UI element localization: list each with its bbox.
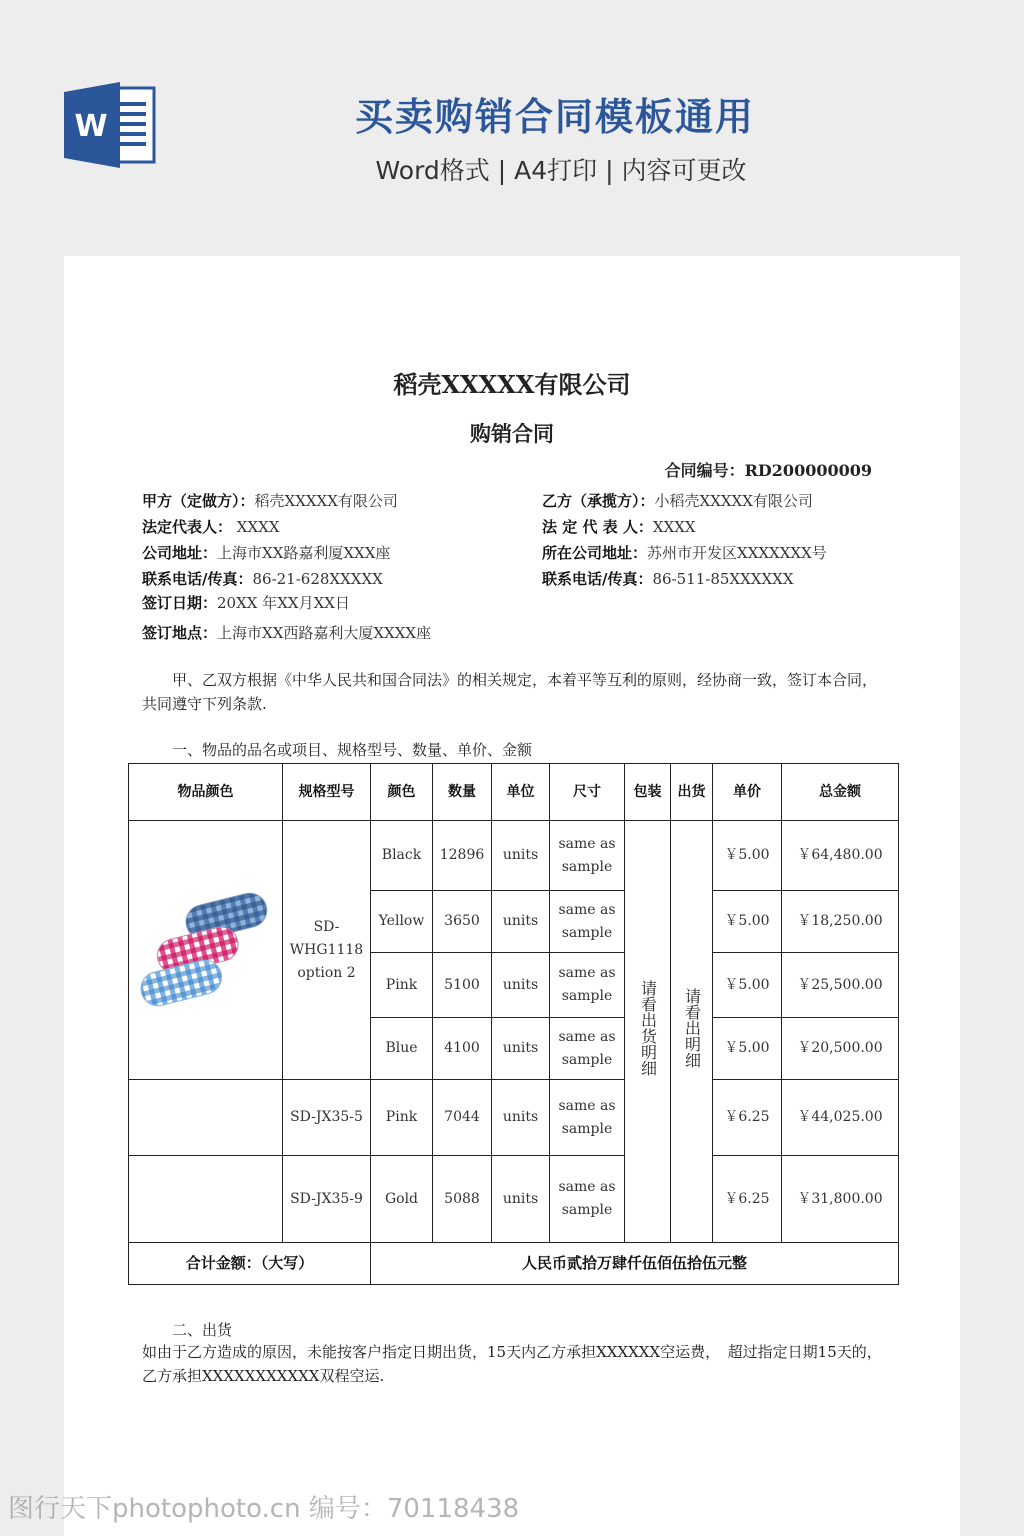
signing-date <box>142 592 350 614</box>
cell-unit-price: ￥6.25 <box>713 1156 782 1243</box>
signing-date-label: 签订日期： <box>142 594 218 612</box>
cell-quantity: 4100 <box>433 1018 492 1080</box>
party-a-name-value: 稻壳XXXXX有限公司 <box>254 492 398 510</box>
banner-subtitle: Word格式 | A4打印 | 内容可更改 <box>375 156 747 185</box>
cell-unit: units <box>492 821 550 891</box>
header-unit-price: 单价 <box>713 764 782 821</box>
party-b-address-value: 苏州市开发区XXXXXXX号 <box>647 544 827 562</box>
contract-number-label: 合同编号： <box>664 461 745 480</box>
cell-model: SD-JX35-9 <box>283 1156 371 1243</box>
party-b-name <box>542 490 813 512</box>
cell-unit: units <box>492 1156 550 1243</box>
signing-place <box>142 622 431 644</box>
packing-note: 请看出货明细 <box>638 979 658 1076</box>
header-color: 颜色 <box>371 764 433 821</box>
company-name: 稻壳XXXXX有限公司 <box>393 370 631 399</box>
cell-color: Pink <box>371 1080 433 1156</box>
party-b-name-label: 乙方（承揽方）： <box>542 492 655 510</box>
party-b-phone <box>542 568 794 590</box>
cell-total: ￥31,800.00 <box>782 1156 899 1243</box>
banner-title: 买卖购销合同模板通用 <box>354 95 755 139</box>
table-row <box>129 821 899 891</box>
cell-size: same as sample <box>550 1018 625 1080</box>
document-page <box>64 256 960 1536</box>
section-2-heading: 二、出货 <box>172 1321 233 1339</box>
contract-number-value: RD200000009 <box>744 461 872 480</box>
empty-image-cell <box>129 1080 283 1156</box>
empty-image-cell <box>129 1156 283 1243</box>
order-table <box>128 763 899 1285</box>
party-b-address <box>542 542 827 564</box>
model-line-1: SD-WHG1118 <box>289 918 364 958</box>
contract-number <box>665 458 872 484</box>
cell-unit-price: ￥5.00 <box>713 821 782 891</box>
header-total: 总金额 <box>782 764 899 821</box>
model-cell-group-1 <box>283 821 371 1080</box>
cell-size: same as sample <box>550 891 625 953</box>
cell-total: ￥44,025.00 <box>782 1080 899 1156</box>
total-value: 人民币贰拾万肆仟伍佰伍拾伍元整 <box>371 1243 899 1285</box>
cell-unit: units <box>492 891 550 953</box>
party-a-phone-label: 联系电话/传真： <box>142 570 253 588</box>
table-row <box>129 1156 899 1243</box>
cell-total: ￥18,250.00 <box>782 891 899 953</box>
party-a-name <box>142 490 398 512</box>
header-quantity: 数量 <box>433 764 492 821</box>
table-row <box>129 1080 899 1156</box>
cell-unit-price: ￥5.00 <box>713 1018 782 1080</box>
party-b-phone-label: 联系电话/传真： <box>542 570 653 588</box>
party-b-phone-value: 86-511-85XXXXXX <box>652 570 794 588</box>
party-a-phone-value: 86-21-628XXXXX <box>252 570 383 588</box>
cell-total: ￥64,480.00 <box>782 821 899 891</box>
cell-size: same as sample <box>550 953 625 1018</box>
header-shipping: 出货 <box>671 764 713 821</box>
signing-place-label: 签订地点： <box>142 624 218 642</box>
signing-place-value: 上海市XX西路嘉利大厦XXXX座 <box>217 624 432 642</box>
signing-date-value: 20XX 年XX月XX日 <box>217 594 350 612</box>
shipping-note: 请看出明细 <box>682 987 702 1068</box>
cell-unit: units <box>492 953 550 1018</box>
cell-model: SD-JX35-5 <box>283 1080 371 1156</box>
party-a-rep-label: 法定代表人： <box>142 518 233 536</box>
header-model: 规格型号 <box>283 764 371 821</box>
party-b-representative <box>542 516 696 538</box>
party-a-rep-value: XXXX <box>232 518 280 536</box>
cell-quantity: 7044 <box>433 1080 492 1156</box>
cell-unit: units <box>492 1018 550 1080</box>
total-label: 合计金额：（大写） <box>129 1243 371 1285</box>
party-b-rep-value: XXXX <box>652 518 696 536</box>
shipping-note-cell <box>671 821 713 1243</box>
total-row <box>129 1243 899 1285</box>
cell-unit: units <box>492 1080 550 1156</box>
party-a-name-label: 甲方（定做方）： <box>142 492 255 510</box>
glasses-cases-plaid-image <box>131 885 281 1015</box>
party-b-address-label: 所在公司地址： <box>542 544 648 562</box>
party-b-name-value: 小稻壳XXXXX有限公司 <box>654 492 813 510</box>
cell-size: same as sample <box>550 1156 625 1243</box>
cell-quantity: 5100 <box>433 953 492 1018</box>
party-a-representative <box>142 516 280 538</box>
cell-size: same as sample <box>550 1080 625 1156</box>
cell-quantity: 5088 <box>433 1156 492 1243</box>
cell-color: Pink <box>371 953 433 1018</box>
header-unit: 单位 <box>492 764 550 821</box>
product-image-cell <box>129 821 283 1080</box>
intro-paragraph: 甲、乙双方根据《中华人民共和国合同法》的相关规定，本着平等互利的原则，经协商一致，签订本合同，共同遵守下列条款. <box>142 671 878 713</box>
cell-unit-price: ￥5.00 <box>713 891 782 953</box>
cell-quantity: 12896 <box>433 821 492 891</box>
header-packing: 包装 <box>625 764 671 821</box>
section-1-heading: 一、物品的品名或项目、规格型号、数量、单价、金额 <box>172 741 533 759</box>
cell-color: Black <box>371 821 433 891</box>
model-line-2: option 2 <box>297 964 356 981</box>
cell-unit-price: ￥6.25 <box>713 1080 782 1156</box>
party-a-address-value: 上海市XX路嘉利厦XXX座 <box>217 544 391 562</box>
party-a-phone <box>142 568 383 590</box>
party-a-address <box>142 542 390 564</box>
header-item-color: 物品颜色 <box>129 764 283 821</box>
cell-total: ￥25,500.00 <box>782 953 899 1018</box>
watermark: 图行天下photophoto.cn 编号：70118438 <box>8 1494 520 1524</box>
cell-quantity: 3650 <box>433 891 492 953</box>
header-banner <box>0 0 1024 230</box>
cell-color: Blue <box>371 1018 433 1080</box>
svg-text:W: W <box>74 109 108 144</box>
document-title: 购销合同 <box>470 421 554 446</box>
cell-total: ￥20,500.00 <box>782 1018 899 1080</box>
cell-color: Yellow <box>371 891 433 953</box>
section-2-text: 如由于乙方造成的原因，未能按客户指定日期出货，15天内乙方承担XXXXXX空运费， 超过指定日期15天的，乙方承担XXXXXXXXXXX双程空运. <box>142 1343 882 1385</box>
packing-note-cell <box>625 821 671 1243</box>
table-header-row <box>129 764 899 821</box>
cell-color: Gold <box>371 1156 433 1243</box>
cell-size: same as sample <box>550 821 625 891</box>
header-size: 尺寸 <box>550 764 625 821</box>
party-b-rep-label: 法 定 代 表 人： <box>542 518 653 536</box>
party-a-address-label: 公司地址： <box>142 544 218 562</box>
cell-unit-price: ￥5.00 <box>713 953 782 1018</box>
